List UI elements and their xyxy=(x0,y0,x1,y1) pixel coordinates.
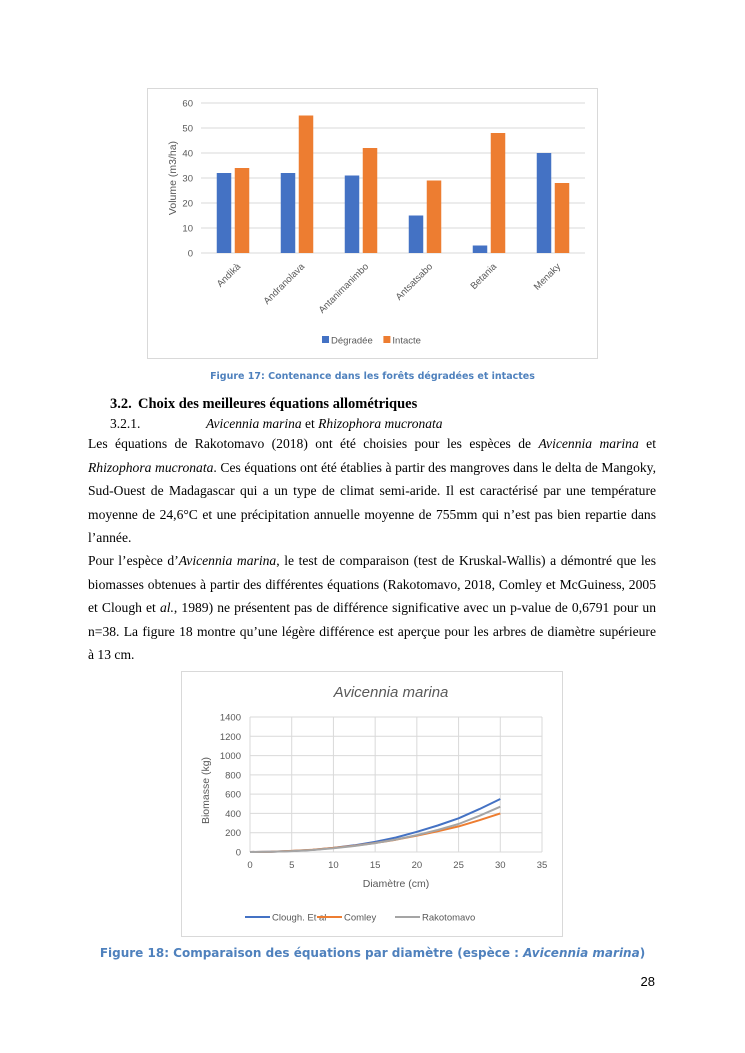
paragraph-line: n=38. La figure 18 montre qu’une légère différence est aperçue pour les arbres de diamètre supérieure xyxy=(88,623,656,639)
y-tick-label: 1200 xyxy=(219,731,241,743)
figure-18-caption xyxy=(0,946,745,960)
y-axis-title: Biomasse (kg) xyxy=(200,756,212,825)
bar-Dégradée xyxy=(537,153,552,253)
y-tick-label: 50 xyxy=(182,123,193,135)
paragraph-line: l’année. xyxy=(88,530,132,546)
x-tick-label: Andranolava xyxy=(261,261,308,307)
paragraph-line: et Clough et al., 1989) ne présentent pas de différence significative avec un p-value de 0,6791 pour un xyxy=(88,600,656,616)
y-axis-title: Volume (m3/ha) xyxy=(167,140,179,216)
bar-Intacte xyxy=(491,133,506,253)
paragraph-line: moyenne de 24,6°C et une précipitation annuelle moyenne de 755mm qui n’est pas bien repartie dans xyxy=(88,506,656,522)
legend-label: Clough. Et al xyxy=(272,912,327,924)
x-tick-label: 20 xyxy=(411,860,423,871)
legend-label: Dégradée xyxy=(331,335,373,347)
y-tick-label: 1000 xyxy=(219,751,241,763)
y-tick-label: 40 xyxy=(182,148,193,160)
bar-Dégradée xyxy=(281,173,296,253)
figure-18-chart xyxy=(181,671,563,937)
paragraph-line: à 13 cm. xyxy=(88,647,135,663)
chart-title: Avicennia marina xyxy=(333,684,449,701)
paragraph-1 xyxy=(88,432,656,550)
x-tick-label: Betania xyxy=(468,261,500,292)
paragraph-line: Les équations de Rakotomavo (2018) ont été choisies pour les espèces de Avicennia marina et xyxy=(88,436,656,451)
x-tick-label: 5 xyxy=(289,860,295,871)
y-tick-label: 30 xyxy=(182,173,193,185)
figure-18-caption-suffix: ) xyxy=(639,946,646,960)
bar-chart-svg xyxy=(148,89,597,358)
bar-Dégradée xyxy=(473,246,488,254)
legend-swatch xyxy=(383,336,390,343)
bar-Intacte xyxy=(363,148,378,253)
bar-Intacte xyxy=(427,181,442,254)
paragraph-line: biomasses obtenues à partir des différentes équations (Rakotomavo, 2018, Comley et McGuiness, 2005 xyxy=(88,576,656,592)
x-tick-label: 35 xyxy=(536,860,548,871)
x-tick-label: Antsatsabo xyxy=(393,261,436,303)
x-tick-label: 0 xyxy=(247,860,253,871)
x-tick-label: 15 xyxy=(369,860,381,871)
y-tick-label: 200 xyxy=(225,828,241,840)
y-tick-label: 400 xyxy=(225,808,241,820)
x-tick-label: 30 xyxy=(494,860,506,871)
y-tick-label: 800 xyxy=(225,770,241,782)
line-chart-svg xyxy=(182,672,562,936)
section-number: 3.2. xyxy=(110,396,132,412)
paragraph-line: Rhizophora mucronata. Ces équations ont été établies à partir des mangroves dans le delta de Mangoky, xyxy=(88,459,656,475)
x-tick-label: Antanimanimbo xyxy=(316,261,372,316)
y-tick-label: 20 xyxy=(182,198,193,210)
y-tick-label: 600 xyxy=(225,789,241,801)
bar-Dégradée xyxy=(409,216,424,254)
figure-17-chart xyxy=(147,88,598,359)
x-axis-title: Diamètre (cm) xyxy=(362,878,430,890)
y-tick-label: 0 xyxy=(187,248,193,260)
bar-Dégradée xyxy=(345,176,360,254)
bar-Intacte xyxy=(555,183,570,253)
legend-label: Rakotomavo xyxy=(422,912,476,924)
paragraph-line: Sud-Ouest de Madagascar qui a un type de climat semi-aride. Il est caractérisé par une température xyxy=(88,483,656,499)
x-tick-label: 25 xyxy=(453,860,464,871)
subsection-species-2: Rhizophora mucronata xyxy=(318,416,443,431)
subsection-conjunction: et xyxy=(301,416,319,431)
figure-18-caption-prefix: Figure 18: Comparaison des équations par diamètre (espèce : xyxy=(99,946,524,960)
subsection-species-1: Avicennia marina xyxy=(206,416,302,431)
y-tick-label: 60 xyxy=(182,98,193,110)
legend-label: Comley xyxy=(344,912,377,924)
section-title: Choix des meilleures équations allométriques xyxy=(138,396,418,412)
bar-Intacte xyxy=(299,116,314,254)
x-tick-label: Andikà xyxy=(214,261,244,290)
figure-17-caption: Figure 17: Contenance dans les forêts dégradées et intactes xyxy=(210,371,535,382)
paragraph-2 xyxy=(88,549,656,667)
x-tick-label: 10 xyxy=(328,860,339,871)
section-heading xyxy=(110,396,417,413)
legend-label: Intacte xyxy=(392,335,421,347)
paragraph-line: Pour l’espèce d’Avicennia marina, le test de comparaison (test de Kruskal-Wallis) a démontré que les xyxy=(88,553,657,568)
subsection-heading xyxy=(110,416,442,432)
bar-Dégradée xyxy=(217,173,232,253)
x-tick-label: Menaky xyxy=(531,261,564,293)
figure-18-caption-species: Avicennia marina xyxy=(523,946,640,960)
bar-Intacte xyxy=(235,168,250,253)
subsection-number: 3.2.1. xyxy=(110,416,141,431)
page-number: 28 xyxy=(640,974,655,989)
y-tick-label: 10 xyxy=(182,223,193,235)
legend-swatch xyxy=(322,336,329,343)
y-tick-label: 1400 xyxy=(219,712,241,724)
y-tick-label: 0 xyxy=(235,847,241,859)
